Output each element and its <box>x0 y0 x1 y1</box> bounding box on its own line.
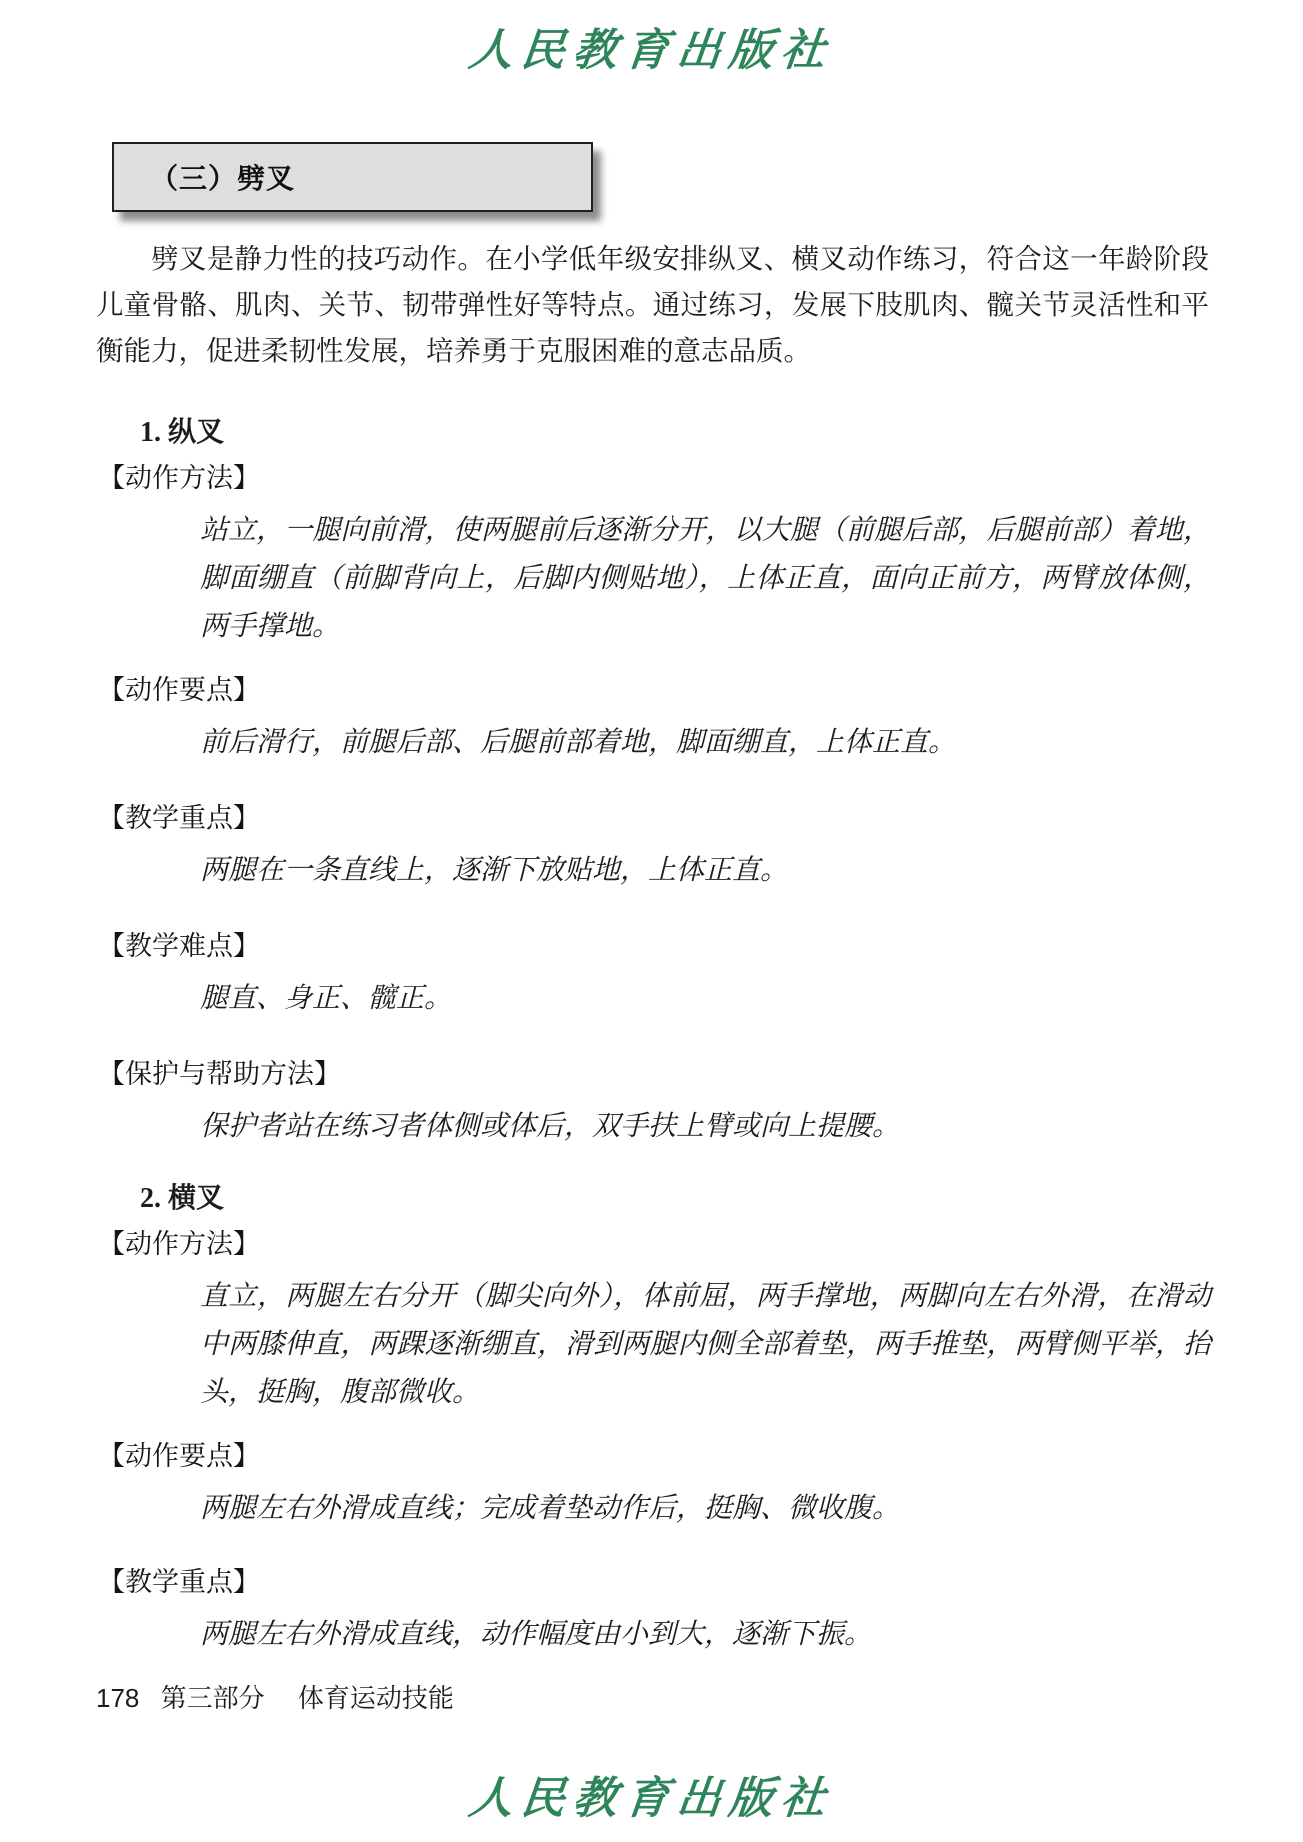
block-label: 【动作方法】 <box>98 1229 260 1259</box>
section-zongcha <box>0 414 1303 1150</box>
page-number: 178 <box>96 1683 140 1713</box>
block-action-keypoints <box>0 672 1303 766</box>
block-text: 前后滑行，前腿后部、后腿前部着地，脚面绷直，上体正直。 <box>200 725 957 758</box>
publisher-logo-top: 人民教育出版社 <box>466 25 836 76</box>
publisher-logo-bottom: 人民教育出版社 <box>466 1773 836 1824</box>
block-label: 【教学重点】 <box>98 803 260 833</box>
block-text: 两腿左右外滑成直线，动作幅度由小到大，逐渐下振。 <box>200 1617 873 1650</box>
block-teaching-focus <box>0 800 1303 894</box>
page-content <box>0 236 1303 1658</box>
section-heading: 1. 纵叉 <box>140 417 225 448</box>
footer-title: 体育运动技能 <box>297 1683 454 1713</box>
block-text: 两腿左右外滑成直线；完成着垫动作后，挺胸、微收腹。 <box>200 1491 901 1524</box>
page-footer <box>96 1678 454 1715</box>
block-label: 【教学难点】 <box>98 931 260 961</box>
section-heading: 2. 横叉 <box>140 1183 225 1214</box>
block-teaching-difficulty <box>0 928 1303 1022</box>
block-label: 【动作要点】 <box>98 1441 260 1471</box>
block-protection-method <box>0 1056 1303 1150</box>
block-label: 【动作要点】 <box>98 675 260 705</box>
block-action-keypoints <box>0 1438 1303 1532</box>
block-label: 【动作方法】 <box>98 463 260 493</box>
section-title-box <box>112 142 593 212</box>
block-text: 站立，一腿向前滑，使两腿前后逐渐分开，以大腿（前腿后部，后腿前部）着地，脚面绷直（前脚背向上，后脚内侧贴地），上体正直，面向正前方，两臂放体侧，两手撑地。 <box>200 513 1211 642</box>
block-text: 保护者站在练习者体侧或体后，双手扶上臂或向上提腰。 <box>200 1109 901 1142</box>
block-label: 【保护与帮助方法】 <box>98 1059 341 1089</box>
footer-part: 第三部分 <box>160 1683 265 1713</box>
block-text: 直立，两腿左右分开（脚尖向外），体前屈，两手撑地，两脚向左右外滑，在滑动中两膝伸直，两踝逐渐绷直，滑到两腿内侧全部着垫，两手推垫，两臂侧平举，抬头，挺胸，腹部微收。 <box>200 1279 1211 1408</box>
block-text: 腿直、身正、髋正。 <box>200 981 453 1014</box>
intro-paragraph: 劈叉是静力性的技巧动作。在小学低年级安排纵叉、横叉动作练习，符合这一年龄阶段儿童骨骼、肌肉、关节、韧带弹性好等特点。通过练习，发展下肢肌肉、髋关节灵活性和平衡能力，促进柔韧性发展，培养勇于克服困难的意志品质。 <box>96 243 1209 366</box>
block-teaching-focus <box>0 1564 1303 1658</box>
block-text: 两腿在一条直线上，逐渐下放贴地，上体正直。 <box>200 853 789 886</box>
block-action-method <box>0 460 1303 650</box>
section-hengcha <box>0 1180 1303 1658</box>
block-action-method <box>0 1226 1303 1416</box>
block-label: 【教学重点】 <box>98 1567 260 1597</box>
section-title: （三）劈叉 <box>150 163 296 194</box>
